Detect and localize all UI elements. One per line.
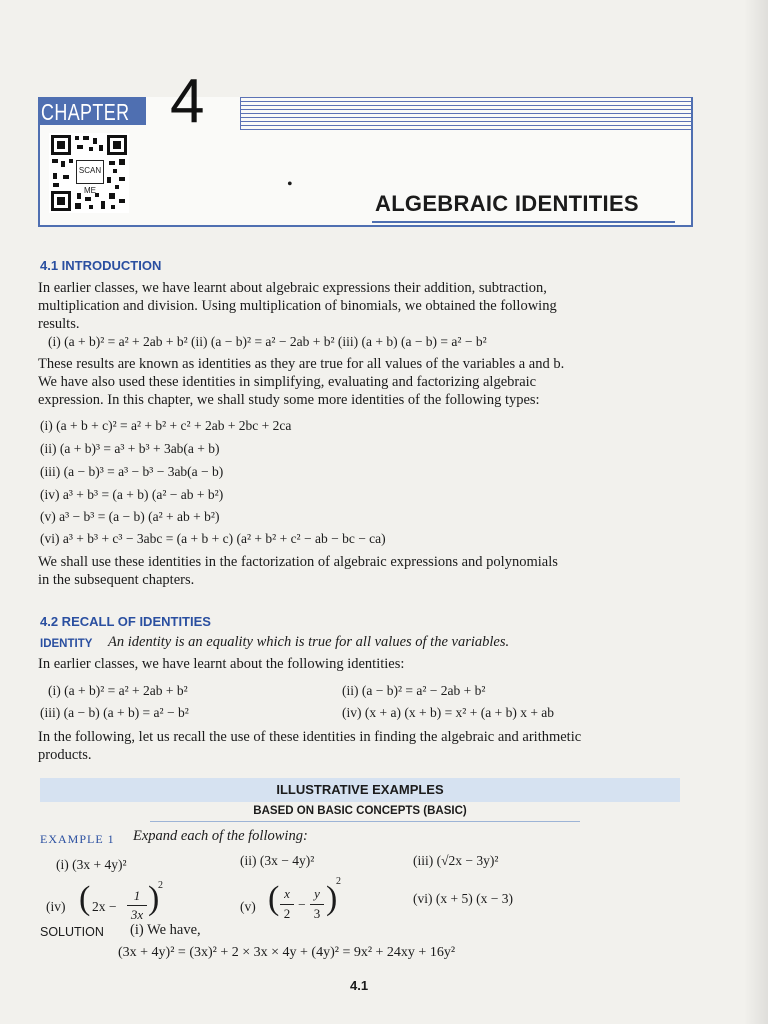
page-edge-shadow xyxy=(744,0,768,1024)
chapter-label: CHAPTER xyxy=(41,99,130,125)
intro-paragraph-line: These results are known as identities as they are true for all values of the variables a and b. xyxy=(38,356,565,372)
fraction-numerator: 1 xyxy=(133,888,141,903)
difficulty-level-label: BASED ON BASIC CONCEPTS (BASIC) xyxy=(253,805,467,817)
paren-left: ( xyxy=(79,880,91,917)
intro-paragraph-line: We have also used these identities in simplifying, evaluating and factorizing algebraic xyxy=(38,374,537,390)
paren-right: ) xyxy=(148,880,160,917)
example-item-v-label: (v) xyxy=(240,899,256,914)
fraction-bar xyxy=(127,905,147,906)
recall-identity-iii: (iii) (a − b) (a + b) = a² − b² xyxy=(40,705,189,720)
recall-paragraph-line: In the following, let us recall the use of these identities in finding the algebraic and arithmetic xyxy=(38,729,582,745)
banner-title: ILLUSTRATIVE EXAMPLES xyxy=(276,782,444,797)
fraction-numerator: y xyxy=(314,886,320,901)
stray-mark: • xyxy=(287,176,293,193)
basic-results-line: (i) (a + b)² = a² + 2ab + b² (ii) (a − b)² = a² − 2ab + b² (iii) (a + b) (a − b) = a² − b² xyxy=(48,334,487,349)
example-item-iv-expr: 2x − xyxy=(92,899,117,914)
chapter-title: ALGEBRAIC IDENTITIES xyxy=(375,191,639,216)
recall-identity-iv: (iv) (x + a) (x + b) = x² + (a + b) x + ab xyxy=(342,705,555,720)
fraction-denominator: 2 xyxy=(283,906,291,921)
recall-intro-line: In earlier classes, we have learnt about the following identities: xyxy=(38,656,405,672)
identity-item: (ii) (a + b)³ = a³ + b³ + 3ab(a + b) xyxy=(40,441,220,456)
section-heading-introduction: 4.1 INTRODUCTION xyxy=(40,258,162,273)
identity-item: (iv) a³ + b³ = (a + b) (a² − ab + b²) xyxy=(40,487,224,502)
identity-item: (iii) (a − b)³ = a³ − b³ − 3ab(a − b) xyxy=(40,464,224,479)
recall-identity-i: (i) (a + b)² = a² + 2ab + b² xyxy=(48,683,188,698)
example-item-vi: (vi) (x + 5) (x − 3) xyxy=(413,891,513,906)
intro-paragraph-line: expression. In this chapter, we shall study some more identities of the following types: xyxy=(38,392,540,408)
intro-paragraph-line: multiplication and division. Using multiplication of binomials, we obtained the following xyxy=(38,298,557,314)
example-item-ii: (ii) (3x − 4y)² xyxy=(240,853,315,868)
recall-paragraph-line: products. xyxy=(38,747,92,763)
example-instruction: Expand each of the following: xyxy=(133,828,308,844)
paren-right: ) xyxy=(326,880,338,917)
fraction-denominator: 3 xyxy=(313,906,321,921)
identity-item: (vi) a³ + b³ + c³ − 3abc = (a + b + c) (a² + b² + c² − ab − bc − ca) xyxy=(40,531,386,546)
fraction-bar xyxy=(310,904,324,905)
solution-start: (i) We have, xyxy=(130,922,201,938)
minus-sign: − xyxy=(298,897,306,912)
difficulty-underline xyxy=(150,821,580,822)
paren-left: ( xyxy=(268,880,280,917)
identity-item: (i) (a + b + c)² = a² + b² + c² + 2ab + 2bc + 2ca xyxy=(40,418,292,433)
exponent: 2 xyxy=(158,880,163,891)
intro-paragraph-line: in the subsequent chapters. xyxy=(38,572,195,588)
exponent: 2 xyxy=(336,876,341,887)
example-label: EXAMPLE 1 xyxy=(40,832,115,846)
title-underline xyxy=(372,221,675,223)
intro-paragraph-line: results. xyxy=(38,316,80,332)
qr-scan-me-label: SCAN ME xyxy=(76,160,104,184)
decorative-rules xyxy=(240,97,691,130)
identity-label: IDENTITY xyxy=(40,638,93,650)
intro-paragraph-line: In earlier classes, we have learnt about algebraic expressions their addition, subtraction, xyxy=(38,280,547,296)
fraction-bar xyxy=(280,904,294,905)
solution-label: SOLUTION xyxy=(40,925,104,939)
page-number: 4.1 xyxy=(350,978,369,993)
fraction-numerator: x xyxy=(284,886,290,901)
example-item-iv-label: (iv) xyxy=(46,899,66,914)
identity-item: (v) a³ − b³ = (a − b) (a² + ab + b²) xyxy=(40,509,220,524)
example-item-i: (i) (3x + 4y)² xyxy=(56,857,127,872)
chapter-number: 4 xyxy=(170,67,205,136)
example-item-iii: (iii) (√2x − 3y)² xyxy=(413,853,499,868)
recall-identity-ii: (ii) (a − b)² = a² − 2ab + b² xyxy=(342,683,486,698)
solution-line: (3x + 4y)² = (3x)² + 2 × 3x × 4y + (4y)² = 9x² + 24xy + 16y² xyxy=(118,945,456,960)
intro-paragraph-line: We shall use these identities in the factorization of algebraic expressions and polynomials xyxy=(38,554,558,570)
identity-definition: An identity is an equality which is true for all values of the variables. xyxy=(108,634,510,650)
section-heading-recall: 4.2 RECALL OF IDENTITIES xyxy=(40,614,211,629)
fraction-denominator: 3x xyxy=(130,907,144,922)
illustrative-examples-banner xyxy=(40,778,680,802)
